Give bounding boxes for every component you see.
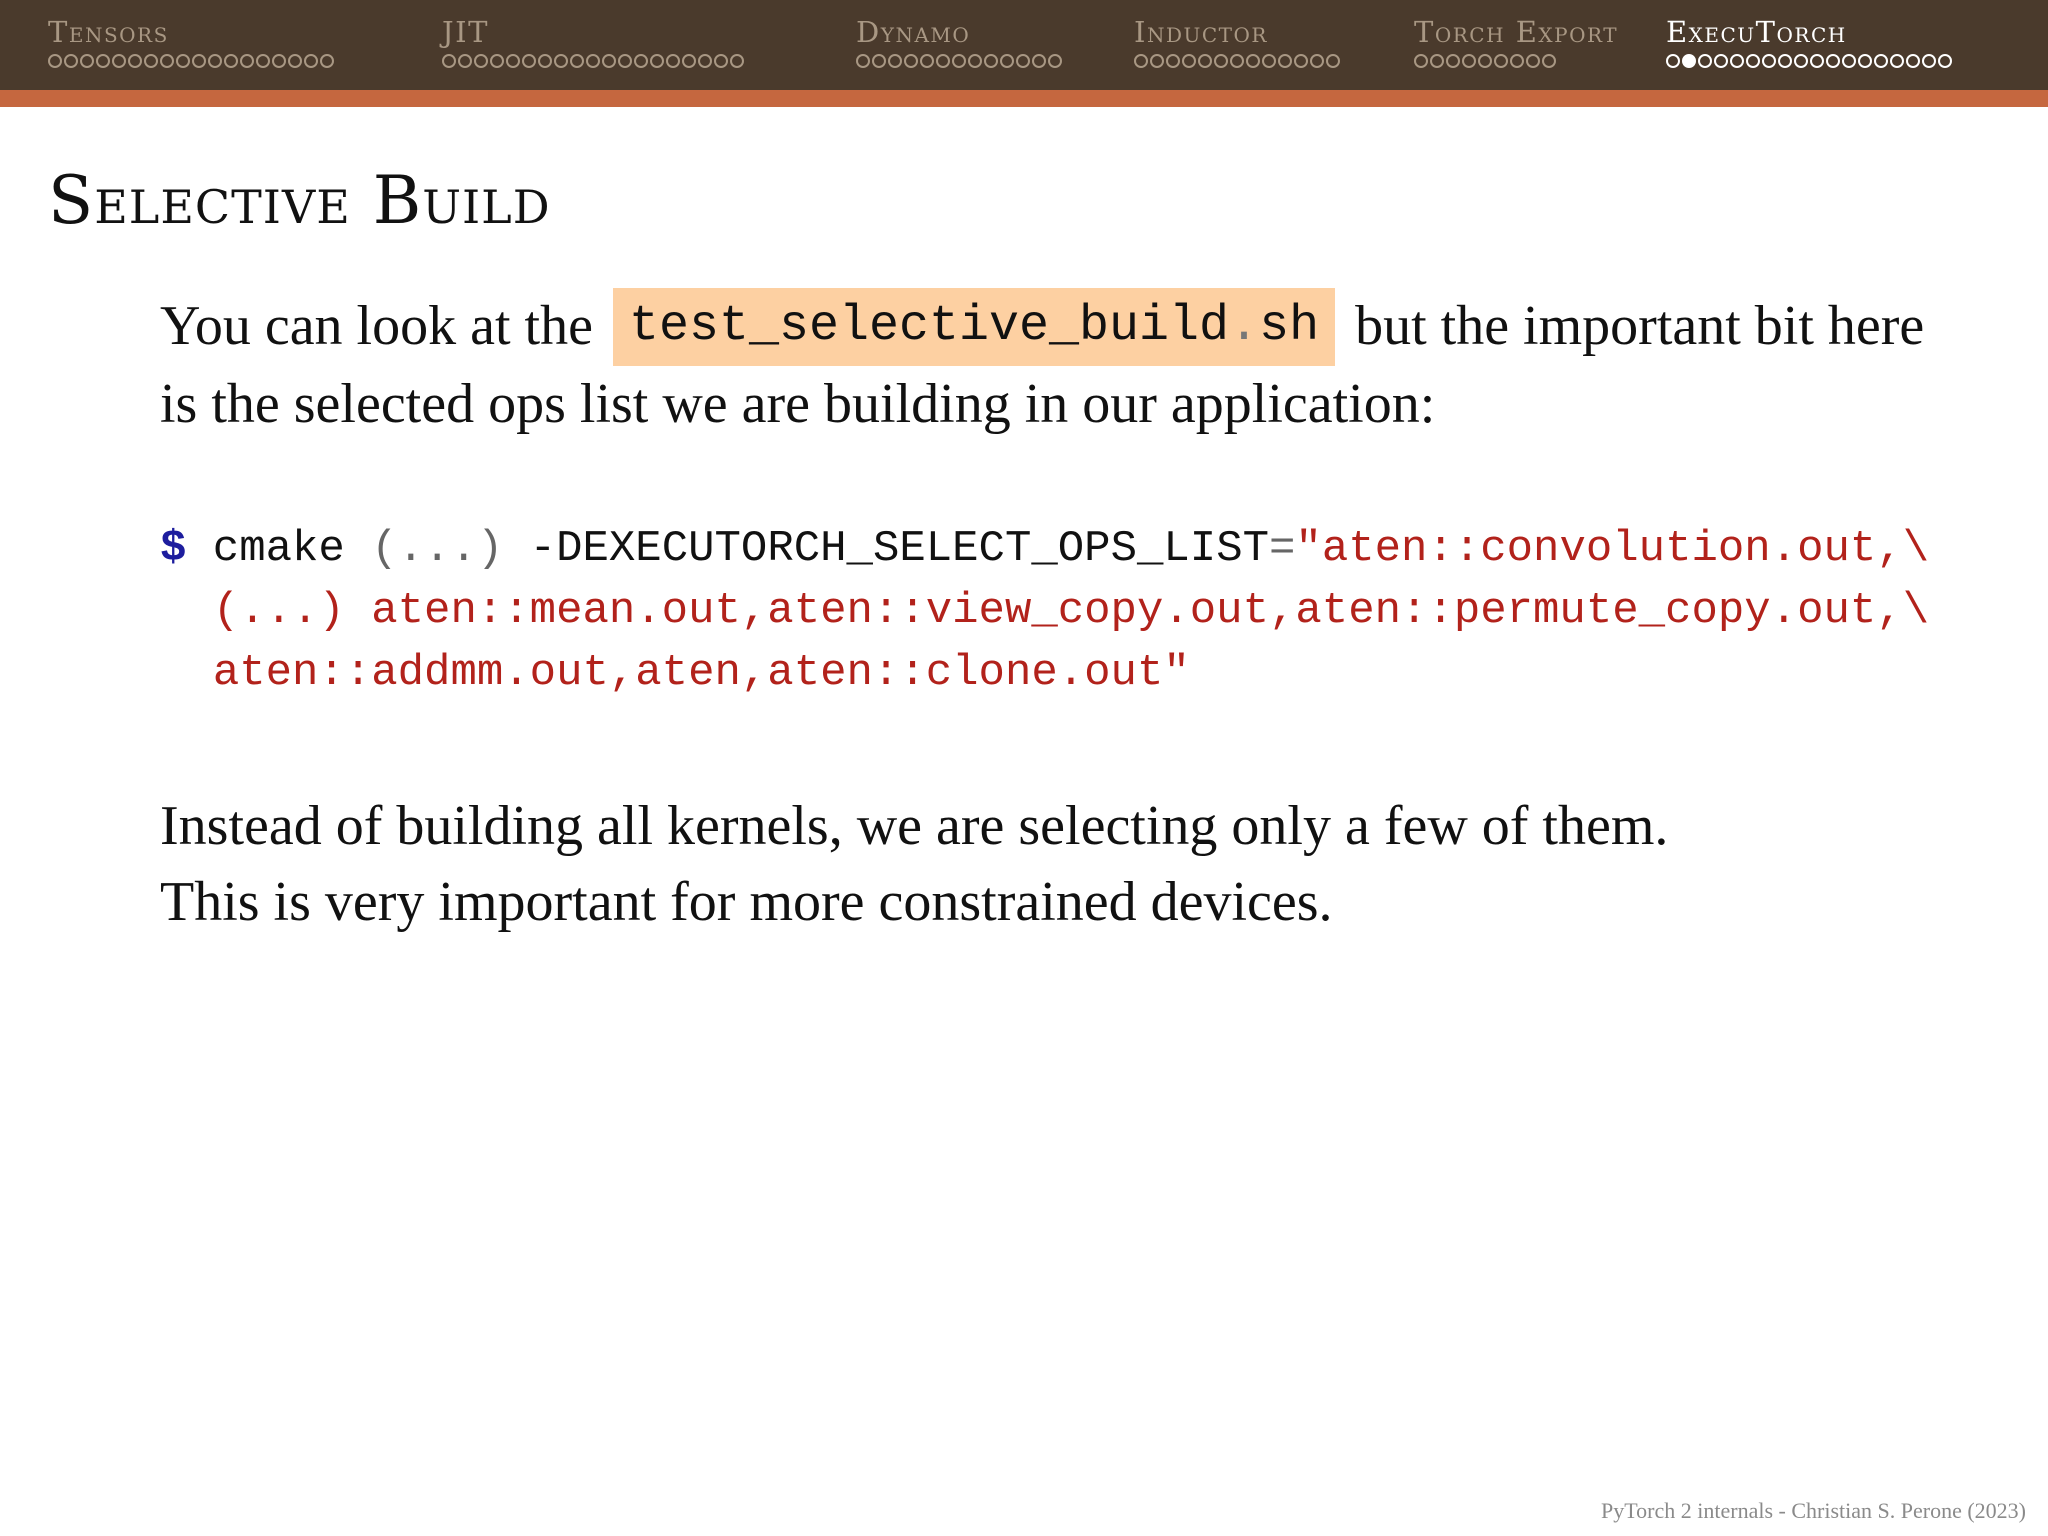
filename-extension: sh: [1259, 298, 1320, 355]
nav-slide-dot[interactable]: [1762, 54, 1776, 68]
nav-slide-dot[interactable]: [96, 54, 110, 68]
nav-slide-dot[interactable]: [522, 54, 536, 68]
nav-slide-dot[interactable]: [856, 54, 870, 68]
code-line-1: [160, 518, 1929, 580]
nav-slide-dot[interactable]: [682, 54, 696, 68]
intro-paragraph: [160, 288, 1960, 442]
nav-slide-dot[interactable]: [192, 54, 206, 68]
nav-slide-dot[interactable]: [586, 54, 600, 68]
nav-slide-dot[interactable]: [474, 54, 488, 68]
nav-slide-dot[interactable]: [698, 54, 712, 68]
closing-line-2: This is very important for more constrained devices.: [160, 871, 1333, 933]
nav-slide-dot[interactable]: [1230, 54, 1244, 68]
code-ellipsis: (...): [371, 524, 504, 574]
nav-slide-dot[interactable]: [1906, 54, 1920, 68]
nav-slide-dot[interactable]: [1294, 54, 1308, 68]
nav-slide-dot[interactable]: [1246, 54, 1260, 68]
slide-footer: PyTorch 2 internals - Christian S. Perone (2023): [1601, 1498, 2026, 1523]
nav-slide-dot[interactable]: [1462, 54, 1476, 68]
code-flag: -DEXECUTORCH_SELECT_OPS_LIST: [503, 524, 1270, 574]
nav-slide-dot[interactable]: [176, 54, 190, 68]
nav-slide-dot[interactable]: [1730, 54, 1744, 68]
nav-slide-dot[interactable]: [288, 54, 302, 68]
nav-slide-dot[interactable]: [304, 54, 318, 68]
filename-dot: .: [1229, 298, 1260, 355]
nav-slide-dot[interactable]: [1310, 54, 1324, 68]
nav-slide-dot[interactable]: [570, 54, 584, 68]
code-string: "aten::convolution.out,\: [1295, 524, 1930, 574]
nav-slide-dot[interactable]: [634, 54, 648, 68]
nav-slide-dot[interactable]: [650, 54, 664, 68]
nav-slide-dot[interactable]: [1778, 54, 1792, 68]
nav-slide-dot[interactable]: [618, 54, 632, 68]
code-indent: [160, 648, 213, 698]
nav-slide-dot[interactable]: [1714, 54, 1728, 68]
nav-slide-dot[interactable]: [920, 54, 934, 68]
nav-slide-dot[interactable]: [1526, 54, 1540, 68]
nav-section-label[interactable]: Tensors: [48, 15, 169, 49]
nav-slide-dot[interactable]: [144, 54, 158, 68]
nav-slide-dot[interactable]: [538, 54, 552, 68]
nav-slide-dot[interactable]: [224, 54, 238, 68]
nav-section-jit[interactable]: [442, 15, 744, 88]
code-command: cmake: [186, 524, 372, 574]
filename-stem: test_selective_build: [628, 298, 1230, 355]
nav-slide-dot[interactable]: [1032, 54, 1046, 68]
nav-slide-dot[interactable]: [160, 54, 174, 68]
nav-slide-dot[interactable]: [208, 54, 222, 68]
code-indent: [160, 586, 213, 636]
nav-slide-dot[interactable]: [936, 54, 950, 68]
nav-slide-dot[interactable]: [458, 54, 472, 68]
nav-slide-dot[interactable]: [1278, 54, 1292, 68]
nav-slide-dot[interactable]: [48, 54, 62, 68]
nav-slide-dot[interactable]: [1182, 54, 1196, 68]
closing-paragraph: [160, 788, 1960, 940]
nav-slide-dot[interactable]: [1446, 54, 1460, 68]
nav-slide-dot[interactable]: [1430, 54, 1444, 68]
nav-slide-dot[interactable]: [1826, 54, 1840, 68]
nav-slide-dot[interactable]: [112, 54, 126, 68]
code-string: aten::addmm.out,aten,aten::clone.out": [212, 648, 1190, 698]
slide-title: Selective Build: [48, 162, 551, 239]
nav-slide-dot[interactable]: [1858, 54, 1872, 68]
nav-slide-dot[interactable]: [1682, 54, 1696, 68]
nav-slide-dot[interactable]: [1326, 54, 1340, 68]
nav-slide-dot[interactable]: [714, 54, 728, 68]
inline-code-filename: [613, 288, 1335, 366]
nav-slide-dot[interactable]: [1166, 54, 1180, 68]
nav-slide-dot[interactable]: [1794, 54, 1808, 68]
nav-slide-dots[interactable]: [856, 54, 1062, 74]
nav-slide-dot[interactable]: [1134, 54, 1148, 68]
nav-slide-dot[interactable]: [490, 54, 504, 68]
nav-slide-dot[interactable]: [1214, 54, 1228, 68]
nav-slide-dot[interactable]: [984, 54, 998, 68]
nav-slide-dot[interactable]: [1922, 54, 1936, 68]
nav-slide-dot[interactable]: [1150, 54, 1164, 68]
code-line-3: [160, 642, 1929, 704]
nav-section-label[interactable]: ExecuTorch: [1666, 15, 1847, 49]
nav-slide-dots[interactable]: [442, 54, 744, 74]
nav-section-label[interactable]: JIT: [442, 15, 489, 49]
nav-section-tensors[interactable]: [48, 15, 334, 88]
nav-section-label[interactable]: Inductor: [1134, 15, 1268, 49]
nav-slide-dot[interactable]: [1842, 54, 1856, 68]
nav-slide-dots[interactable]: [1134, 54, 1340, 74]
nav-slide-dot[interactable]: [1198, 54, 1212, 68]
nav-slide-dot[interactable]: [1890, 54, 1904, 68]
nav-slide-dot[interactable]: [730, 54, 744, 68]
nav-slide-dot[interactable]: [602, 54, 616, 68]
nav-slide-dot[interactable]: [968, 54, 982, 68]
nav-slide-dot[interactable]: [128, 54, 142, 68]
nav-slide-dot[interactable]: [272, 54, 286, 68]
nav-slide-dot[interactable]: [442, 54, 456, 68]
nav-section-torch-export[interactable]: [1414, 15, 1619, 88]
nav-slide-dot[interactable]: [1698, 54, 1712, 68]
nav-slide-dot[interactable]: [1810, 54, 1824, 68]
nav-section-label[interactable]: Torch Export: [1414, 15, 1619, 49]
nav-slide-dot[interactable]: [256, 54, 270, 68]
nav-slide-dot[interactable]: [1542, 54, 1556, 68]
code-equals: =: [1269, 524, 1296, 574]
nav-slide-dot[interactable]: [1938, 54, 1952, 68]
code-block: [160, 518, 1929, 704]
shell-prompt: $: [160, 524, 187, 574]
navigation-accent-stripe: [0, 90, 2048, 107]
nav-slide-dot[interactable]: [64, 54, 78, 68]
nav-section-executorch[interactable]: [1666, 15, 2048, 88]
nav-slide-dot[interactable]: [1262, 54, 1276, 68]
intro-text-before: You can look at the: [160, 295, 607, 357]
nav-section-dynamo[interactable]: [856, 15, 1062, 88]
nav-slide-dot[interactable]: [320, 54, 334, 68]
nav-slide-dot[interactable]: [506, 54, 520, 68]
nav-slide-dot[interactable]: [1666, 54, 1680, 68]
nav-slide-dot[interactable]: [554, 54, 568, 68]
nav-slide-dot[interactable]: [1494, 54, 1508, 68]
nav-slide-dot[interactable]: [80, 54, 94, 68]
intro-text-after: but the important bit here is the selected ops list we are building in our application:: [160, 295, 1925, 435]
code-string: (...) aten::mean.out,aten::view_copy.out,aten::permute_copy.out,\: [212, 586, 1930, 636]
nav-slide-dot[interactable]: [1874, 54, 1888, 68]
nav-section-inductor[interactable]: [1134, 15, 1340, 88]
closing-line-1: Instead of building all kernels, we are selecting only a few of them.: [160, 795, 1669, 857]
nav-slide-dot[interactable]: [240, 54, 254, 68]
nav-section-label[interactable]: Dynamo: [856, 15, 971, 49]
nav-slide-dot[interactable]: [1048, 54, 1062, 68]
nav-slide-dot[interactable]: [1478, 54, 1492, 68]
code-line-2: [160, 580, 1929, 642]
nav-slide-dot[interactable]: [1016, 54, 1030, 68]
nav-slide-dot[interactable]: [904, 54, 918, 68]
nav-slide-dot[interactable]: [872, 54, 886, 68]
nav-slide-dot[interactable]: [1000, 54, 1014, 68]
nav-slide-dots[interactable]: [48, 54, 334, 74]
nav-slide-dot[interactable]: [1510, 54, 1524, 68]
nav-slide-dots[interactable]: [1666, 54, 2048, 74]
nav-slide-dot[interactable]: [952, 54, 966, 68]
nav-slide-dot[interactable]: [1746, 54, 1760, 68]
nav-slide-dot[interactable]: [1414, 54, 1428, 68]
nav-slide-dot[interactable]: [888, 54, 902, 68]
nav-slide-dot[interactable]: [666, 54, 680, 68]
nav-slide-dots[interactable]: [1414, 54, 1618, 74]
